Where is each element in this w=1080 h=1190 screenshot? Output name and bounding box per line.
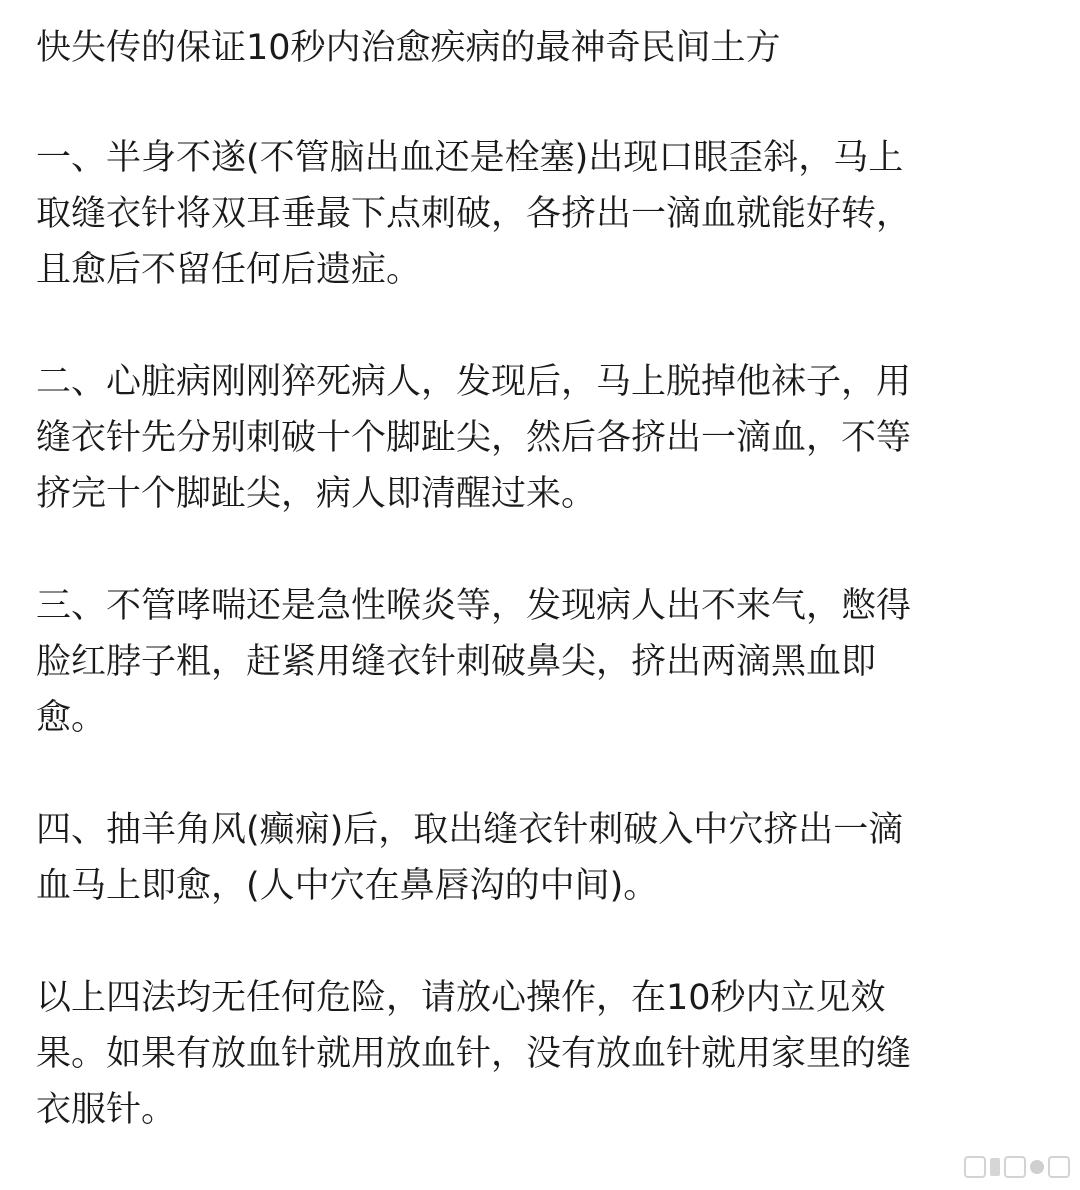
paragraph-4	[36, 802, 1046, 914]
paragraph-line: 且愈后不留任何后遗症。	[36, 250, 422, 290]
paragraph-1	[36, 130, 1046, 298]
watermark-bar-icon	[990, 1158, 1000, 1176]
watermark-logo-icon	[964, 1156, 1070, 1178]
paragraph-line: 血马上即愈，(人中穴在鼻唇沟的中间)。	[36, 866, 659, 906]
watermark-glyph-icon	[964, 1156, 986, 1178]
paragraph-line: 缝衣针先分别刺破十个脚趾尖，然后各挤出一滴血，不等	[36, 418, 912, 458]
paragraph-line: 四、抽羊角风(癫痫)后，取出缝衣针刺破入中穴挤出一滴	[36, 810, 904, 850]
watermark-dot-icon	[1030, 1160, 1044, 1174]
paragraph-line: 挤完十个脚趾尖，病人即清醒过来。	[36, 474, 597, 514]
paragraph-5	[36, 970, 1046, 1138]
paragraph-line: 脸红脖子粗，赶紧用缝衣针刺破鼻尖，挤出两滴黑血即	[36, 642, 877, 682]
paragraph-3	[36, 578, 1046, 746]
watermark-glyph-icon	[1004, 1156, 1026, 1178]
paragraph-line: 一、半身不遂(不管脑出血还是栓塞)出现口眼歪斜，马上	[36, 138, 904, 178]
paragraph-line: 二、心脏病刚刚猝死病人，发现后，马上脱掉他袜子，用	[36, 362, 912, 402]
watermark-glyph-icon	[1048, 1156, 1070, 1178]
paragraph-line: 果。如果有放血针就用放血针，没有放血针就用家里的缝	[36, 1034, 912, 1074]
paragraph-line: 取缝衣针将双耳垂最下点刺破，各挤出一滴血就能好转，	[36, 194, 912, 234]
article	[36, 20, 1046, 1138]
paragraph-line: 衣服针。	[36, 1090, 177, 1130]
paragraph-line: 愈。	[36, 698, 107, 738]
paragraph-line: 三、不管哮喘还是急性喉炎等，发现病人出不来气，憋得	[36, 586, 912, 626]
paragraph-line: 以上四法均无任何危险，请放心操作，在10秒内立见效	[36, 978, 886, 1018]
paragraph-2	[36, 354, 1046, 522]
article-title: 快失传的保证10秒内治愈疾病的最神奇民间土方	[36, 28, 781, 68]
